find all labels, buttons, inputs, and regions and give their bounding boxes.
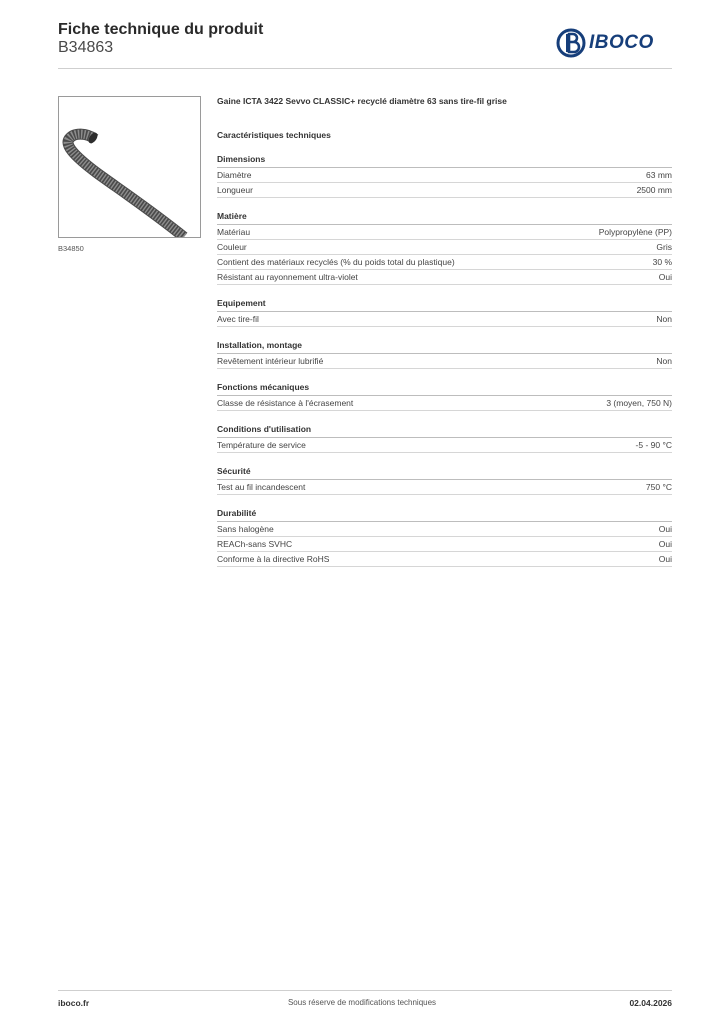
section-heading: Fonctions mécaniques [217,382,672,396]
spec-value: Gris [656,242,672,252]
section-heading: Conditions d'utilisation [217,424,672,438]
spec-row [217,522,672,537]
spec-section [217,154,672,198]
spec-value: Polypropylène (PP) [598,227,672,237]
spec-row [217,552,672,567]
logo-wordmark: IBOCO [589,32,654,53]
spec-row [217,480,672,495]
spec-value: 63 mm [646,170,672,180]
image-caption: B34850 [58,244,84,253]
section-heading: Durabilité [217,508,672,522]
spec-value: 3 (moyen, 750 N) [606,398,672,408]
spec-subtitle: Caractéristiques techniques [217,130,331,140]
spec-value: Oui [658,539,672,549]
section-heading: Sécurité [217,466,672,480]
spec-section [217,466,672,495]
footer-notice: Sous réserve de modifications techniques [287,998,437,1007]
spec-value: Oui [658,524,672,534]
spec-label: Test au fil incandescent [217,482,306,492]
spec-value: Non [656,356,672,366]
spec-label: Avec tire-fil [217,314,259,324]
spec-row [217,255,672,270]
header-divider [58,68,672,69]
spec-sections [217,154,672,567]
spec-label: REACh-sans SVHC [217,539,293,549]
spec-label: Couleur [217,242,247,252]
spec-row [217,438,672,453]
spec-value: Oui [658,272,672,282]
spec-value: 750 °C [645,482,672,492]
footer-site-link[interactable]: iboco.fr [58,998,90,1008]
spec-label: Revêtement intérieur lubrifié [217,356,324,366]
footer-date: 02.04.2026 [629,998,672,1008]
spec-label: Diamètre [217,170,252,180]
spec-section [217,382,672,411]
spec-content [217,96,672,567]
page-title: Fiche technique du produit [58,21,264,38]
spec-label: Conforme à la directive RoHS [217,554,330,564]
spec-value: Non [656,314,672,324]
spec-value: 2500 mm [636,185,672,195]
iboco-b-logo-icon [556,28,586,58]
spec-row [217,396,672,411]
section-heading: Equipement [217,298,672,312]
spec-row [217,354,672,369]
spec-label: Température de service [217,440,306,450]
spec-value: 30 % [652,257,672,267]
product-code: B34863 [58,39,114,56]
spec-label: Classe de résistance à l'écrasement [217,398,354,408]
spec-section [217,340,672,369]
spec-label: Résistant au rayonnement ultra-violet [217,272,358,282]
spec-value: -5 - 90 °C [635,440,672,450]
section-heading: Dimensions [217,154,672,168]
spec-row [217,312,672,327]
corrugated-conduit-icon [59,97,200,237]
section-heading: Installation, montage [217,340,672,354]
spec-section [217,508,672,567]
spec-section [217,424,672,453]
spec-row [217,168,672,183]
spec-label: Matériau [217,227,251,237]
spec-row [217,225,672,240]
footer-divider [58,990,672,991]
spec-row [217,270,672,285]
spec-label: Longueur [217,185,253,195]
spec-section [217,211,672,285]
spec-row [217,537,672,552]
section-heading: Matière [217,211,672,225]
iboco-logo[interactable] [556,28,654,58]
spec-label: Sans halogène [217,524,274,534]
spec-row [217,183,672,198]
product-image [58,96,201,238]
spec-section [217,298,672,327]
spec-value: Oui [658,554,672,564]
product-title: Gaine ICTA 3422 Sevvo CLASSIC+ recyclé diamètre 63 sans tire-fil grise [217,96,507,106]
spec-row [217,240,672,255]
spec-label: Contient des matériaux recyclés (% du poids total du plastique) [217,257,455,267]
